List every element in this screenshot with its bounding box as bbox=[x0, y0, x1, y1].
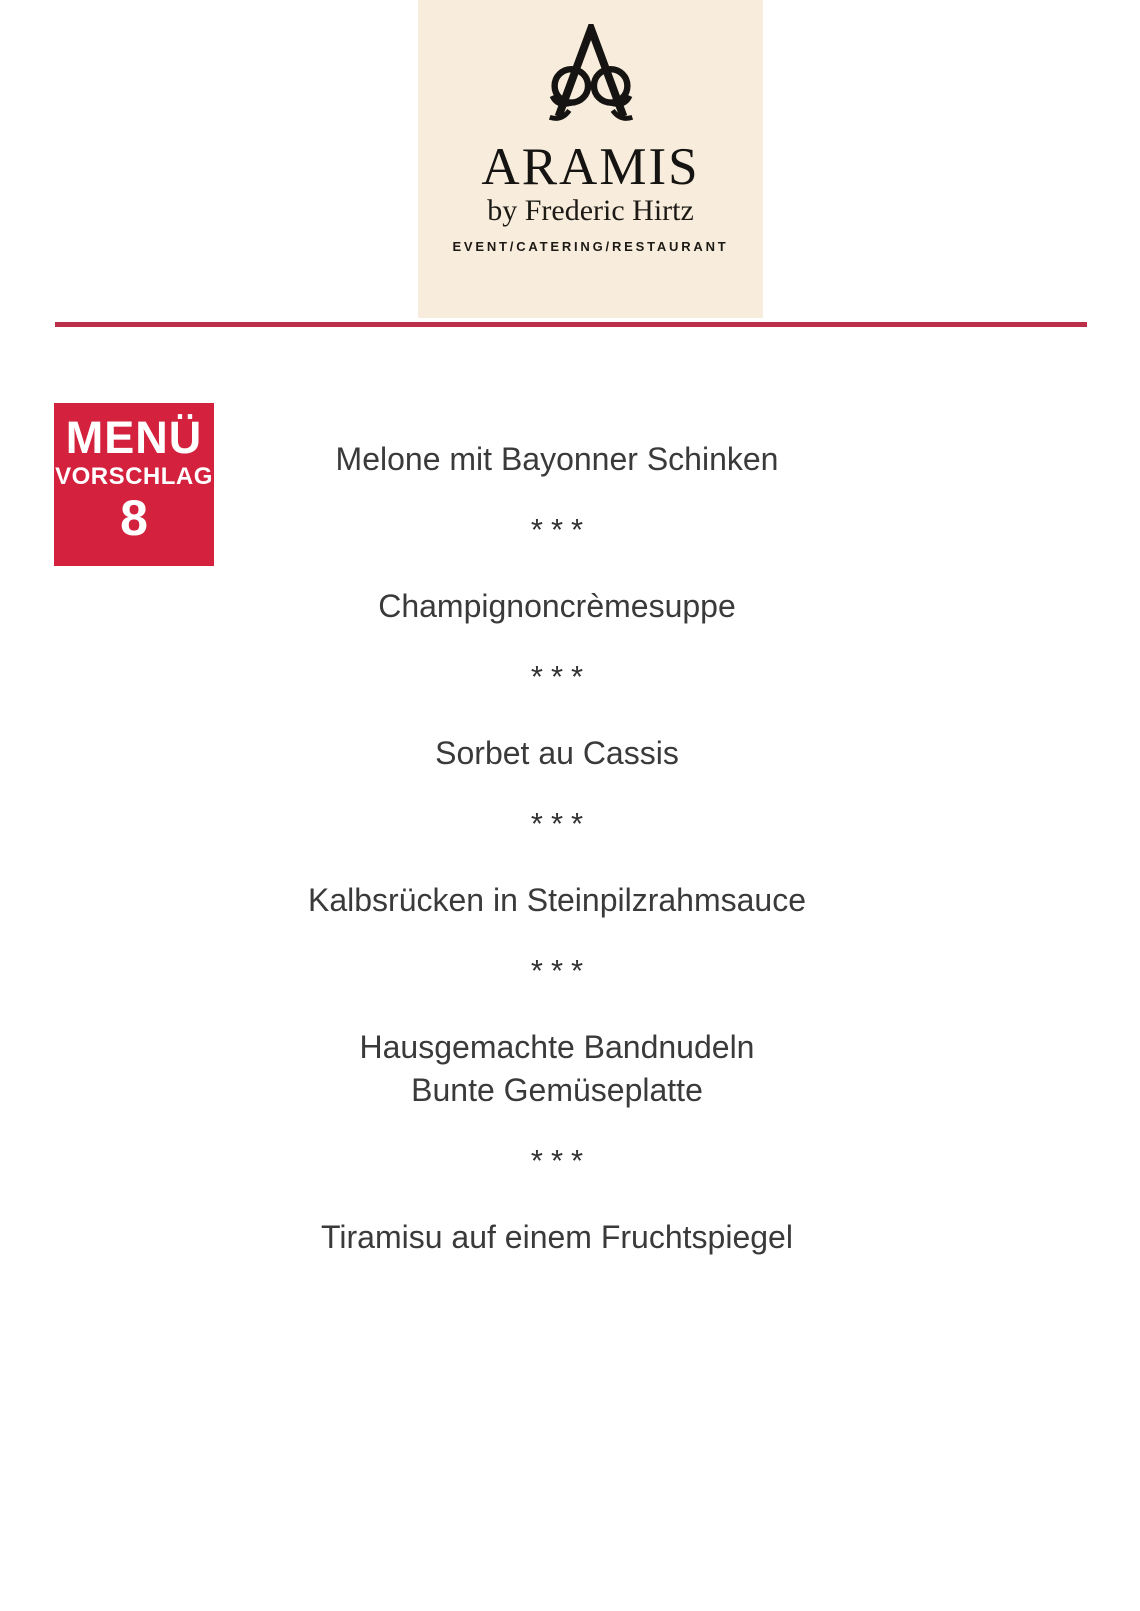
course-line: Tiramisu auf einem Fruchtspiegel bbox=[321, 1219, 793, 1255]
course-separator: *** bbox=[530, 806, 592, 841]
course-separator: *** bbox=[530, 953, 592, 988]
course-main bbox=[0, 879, 1114, 922]
course-sorbet bbox=[0, 732, 1114, 775]
course-soup bbox=[0, 585, 1114, 628]
course-sides bbox=[0, 1026, 1114, 1112]
badge-subtitle: VORSCHLAG bbox=[55, 463, 213, 490]
course-dessert bbox=[0, 1216, 1114, 1259]
course-starter bbox=[0, 438, 1114, 481]
badge-title: MENÜ bbox=[65, 412, 203, 463]
aramis-monogram-icon bbox=[532, 24, 650, 130]
brand-name: ARAMIS bbox=[481, 138, 700, 196]
course-line: Melone mit Bayonner Schinken bbox=[335, 441, 779, 477]
brand-logo-panel bbox=[418, 0, 763, 318]
course-separator: *** bbox=[530, 512, 592, 547]
brand-subtitle: EVENT/CATERING/RESTAURANT bbox=[452, 239, 729, 254]
brand-tagline: by Frederic Hirtz bbox=[487, 194, 694, 227]
badge-number: 8 bbox=[120, 490, 148, 546]
course-line: Sorbet au Cassis bbox=[435, 735, 679, 771]
course-line: Kalbsrücken in Steinpilzrahmsauce bbox=[307, 882, 807, 918]
menu-course-list bbox=[0, 438, 1114, 1259]
course-separator: *** bbox=[530, 659, 592, 694]
course-line: Hausgemachte Bandnudeln bbox=[359, 1029, 755, 1065]
header-divider-rule bbox=[55, 322, 1087, 327]
course-line: Bunte Gemüseplatte bbox=[411, 1072, 703, 1108]
course-line: Champignoncrèmesuppe bbox=[378, 588, 736, 624]
course-separator: *** bbox=[530, 1143, 592, 1178]
